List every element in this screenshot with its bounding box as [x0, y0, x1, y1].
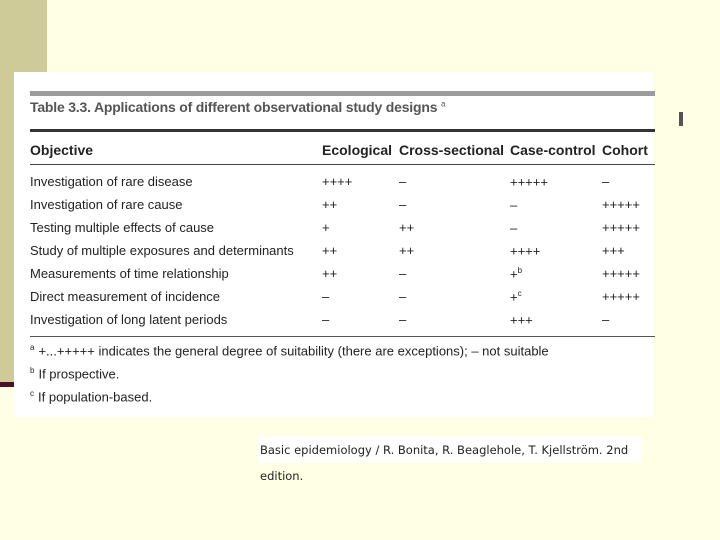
- cell-cross-sectional: –: [399, 197, 407, 212]
- cell-case-control-value: ++++: [510, 243, 541, 259]
- cell-cross-sectional: –: [399, 266, 407, 281]
- footnote-text: +...+++++ indicates the general degree of suitability (there are exceptions); – not suitable: [38, 343, 549, 359]
- cell-cross-sectional: –: [399, 312, 407, 327]
- cell-cross-sectional: ++: [399, 243, 415, 258]
- table-title-marker: a: [440, 99, 446, 109]
- footnote-marker: a: [30, 343, 35, 352]
- cell-case-control: [510, 174, 548, 189]
- cell-objective: Study of multiple exposures and determinants: [30, 243, 294, 258]
- cell-case-control-value: –: [510, 197, 518, 213]
- footnote-text: If prospective.: [38, 366, 120, 382]
- cell-objective: Direct measurement of incidence: [30, 289, 221, 304]
- cell-cross-sectional: ++: [399, 220, 415, 235]
- header-bottom-rule: [30, 164, 655, 165]
- cell-objective: Investigation of rare cause: [30, 197, 183, 212]
- left-accent-stripe: [0, 382, 14, 387]
- cell-case-control-value: –: [510, 220, 518, 236]
- table-row: [14, 174, 654, 196]
- cell-objective: Investigation of rare disease: [30, 174, 193, 189]
- footnote: [30, 343, 549, 358]
- cell-case-control: [510, 312, 533, 327]
- cell-ecological: –: [322, 289, 330, 304]
- cell-ecological: ++: [322, 266, 338, 281]
- cell-cross-sectional: –: [399, 174, 407, 189]
- table-row: [14, 197, 654, 219]
- footnote-marker: c: [30, 389, 34, 398]
- cell-cohort: +++++: [602, 266, 640, 281]
- footnote: [30, 366, 119, 381]
- cell-case-control: [510, 243, 540, 258]
- cell-case-control: [510, 289, 522, 304]
- cell-ecological: ++++: [322, 174, 353, 189]
- cell-cross-sectional: –: [399, 289, 407, 304]
- table-title-text: Table 3.3. Applications of different observational study designs: [30, 99, 438, 115]
- cell-case-control-value: +: [510, 289, 518, 305]
- table-row: [14, 243, 654, 265]
- cell-case-control-value: +++++: [510, 174, 548, 190]
- table-title: [30, 99, 445, 115]
- cell-ecological: ++: [322, 197, 338, 212]
- cell-case-control: [510, 197, 517, 212]
- source-citation: Basic epidemiology / R. Bonita, R. Beaglehole, T. Kjellström. 2nd edition.: [257, 437, 642, 463]
- header-top-rule: [30, 129, 655, 132]
- cell-case-control-value: +: [510, 266, 518, 282]
- footnote-text: If population-based.: [38, 389, 153, 405]
- cell-cohort: +++++: [602, 220, 640, 235]
- cell-note: b: [517, 266, 523, 275]
- cell-case-control: [510, 266, 522, 281]
- header-case-control: Case-control: [510, 142, 596, 158]
- footnote: [30, 389, 152, 404]
- table-row: [14, 289, 654, 311]
- table-row: [14, 220, 654, 242]
- table-row: [14, 266, 654, 288]
- cell-cohort: –: [602, 312, 610, 327]
- cell-objective: Testing multiple effects of cause: [30, 220, 215, 235]
- cell-cohort: +++: [602, 243, 625, 258]
- cell-objective: Investigation of long latent periods: [30, 312, 228, 327]
- cell-ecological: –: [322, 312, 330, 327]
- cell-cohort: +++++: [602, 289, 640, 304]
- cell-case-control-value: +++: [510, 312, 533, 328]
- header-objective: Objective: [30, 142, 94, 158]
- edge-mark: [679, 112, 683, 126]
- table-row: [14, 312, 654, 334]
- table-bottom-rule: [30, 336, 655, 337]
- footnote-marker: b: [30, 366, 35, 375]
- cell-ecological: ++: [322, 243, 338, 258]
- header-cohort: Cohort: [602, 142, 648, 158]
- cell-cohort: –: [602, 174, 610, 189]
- cell-case-control: [510, 220, 517, 235]
- cell-note: c: [517, 289, 522, 298]
- cell-objective: Measurements of time relationship: [30, 266, 229, 281]
- header-ecological: Ecological: [322, 142, 393, 158]
- table-top-rule: [30, 91, 655, 96]
- cell-cohort: +++++: [602, 197, 640, 212]
- header-cross-sectional: Cross-sectional: [399, 142, 505, 158]
- cell-ecological: +: [322, 220, 330, 235]
- table-panel: [14, 72, 654, 417]
